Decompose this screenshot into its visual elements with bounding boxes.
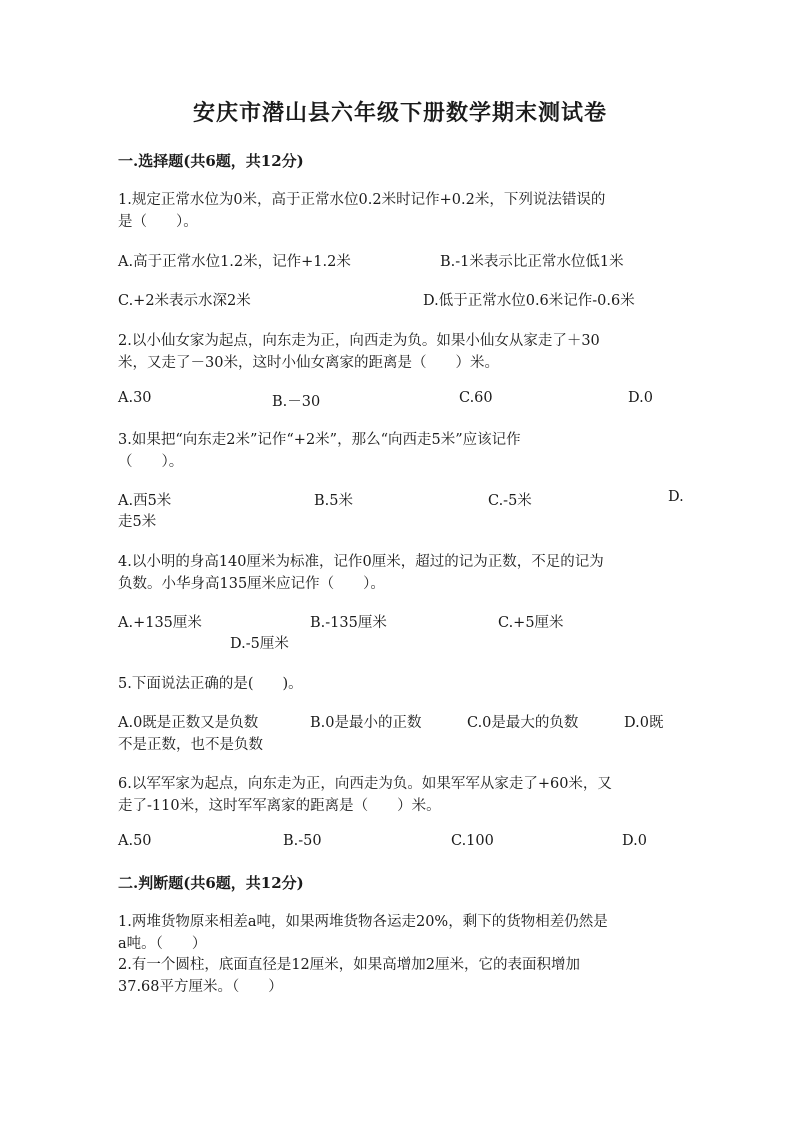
- question-5-option-b: B.0是最小的正数: [310, 715, 422, 731]
- question-2-option-d: D.0: [628, 390, 653, 406]
- section-heading-judgment: 二.判断题(共6题，共12分): [118, 874, 304, 892]
- judgment-1-line-2: a吨。（ ）: [118, 936, 207, 952]
- question-1-option-d: D.低于正常水位0.6米记作-0.6米: [423, 293, 635, 309]
- question-3-line-1: 3.如果把“向东走2米”记作“+2米”，那么“向西走5米”应该记作: [118, 432, 521, 448]
- question-3-option-d-label: D.: [668, 489, 684, 505]
- question-5-option-c: C.0是最大的负数: [467, 715, 579, 731]
- question-5-option-a: A.0既是正数又是负数: [118, 715, 259, 731]
- page-title: 安庆市潜山县六年级下册数学期末测试卷: [192, 100, 607, 126]
- question-4-option-c: C.+5厘米: [498, 615, 564, 631]
- question-3-option-c: C.-5米: [488, 493, 532, 509]
- question-2-option-a: A.30: [118, 390, 152, 406]
- question-3-option-a: A.西5米: [118, 493, 172, 509]
- question-6-option-a: A.50: [118, 833, 152, 849]
- question-6-option-c: C.100: [451, 833, 494, 849]
- question-6-line-2: 走了-110米，这时军军离家的距离是（ ）米。: [118, 798, 441, 814]
- question-4-line-2: 负数。小华身高135厘米应记作（ ）。: [118, 576, 385, 592]
- question-1-option-a: A.高于正常水位1.2米，记作+1.2米: [118, 254, 351, 270]
- question-6-line-1: 6.以军军家为起点，向东走为正，向西走为负。如果军军从家走了+60米，又: [118, 776, 612, 792]
- judgment-2-line-1: 2.有一个圆柱，底面直径是12厘米，如果高增加2厘米，它的表面积增加: [118, 957, 581, 973]
- question-4-line-1: 4.以小明的身高140厘米为标准，记作0厘米，超过的记为正数，不足的记为: [118, 554, 604, 570]
- question-3-option-d-text: 走5米: [118, 514, 157, 530]
- question-4-option-d: D.-5厘米: [230, 636, 289, 652]
- question-5-option-d-text: 不是正数，也不是负数: [118, 737, 263, 753]
- question-1-line-2: 是（ ）。: [118, 214, 198, 230]
- question-2-line-2: 米，又走了－30米，这时小仙女离家的距离是（ ）米。: [118, 355, 499, 371]
- question-2-option-c: C.60: [459, 390, 493, 406]
- question-2-option-b: B.－30: [272, 394, 321, 410]
- judgment-2-line-2: 37.68平方厘米。（ ）: [118, 979, 283, 995]
- question-3-line-2: （ ）。: [118, 454, 184, 470]
- question-1-line-1: 1.规定正常水位为0米，高于正常水位0.2米时记作+0.2米，下列说法错误的: [118, 192, 606, 208]
- question-5-line-1: 5.下面说法正确的是( )。: [118, 676, 303, 692]
- question-4-option-b: B.-135厘米: [310, 615, 387, 631]
- judgment-1-line-1: 1.两堆货物原来相差a吨，如果两堆货物各运走20%，剩下的货物相差仍然是: [118, 914, 608, 930]
- question-1-option-b: B.-1米表示比正常水位低1米: [440, 254, 624, 270]
- question-6-option-d: D.0: [622, 833, 647, 849]
- question-4-option-a: A.+135厘米: [118, 615, 202, 631]
- section-heading-choice: 一.选择题(共6题，共12分): [118, 152, 304, 170]
- question-5-option-d-label: D.0既: [624, 715, 664, 731]
- question-2-line-1: 2.以小仙女家为起点，向东走为正，向西走为负。如果小仙女从家走了＋30: [118, 333, 600, 349]
- question-1-option-c: C.+2米表示水深2米: [118, 293, 251, 309]
- question-6-option-b: B.-50: [283, 833, 322, 849]
- question-3-option-b: B.5米: [314, 493, 353, 509]
